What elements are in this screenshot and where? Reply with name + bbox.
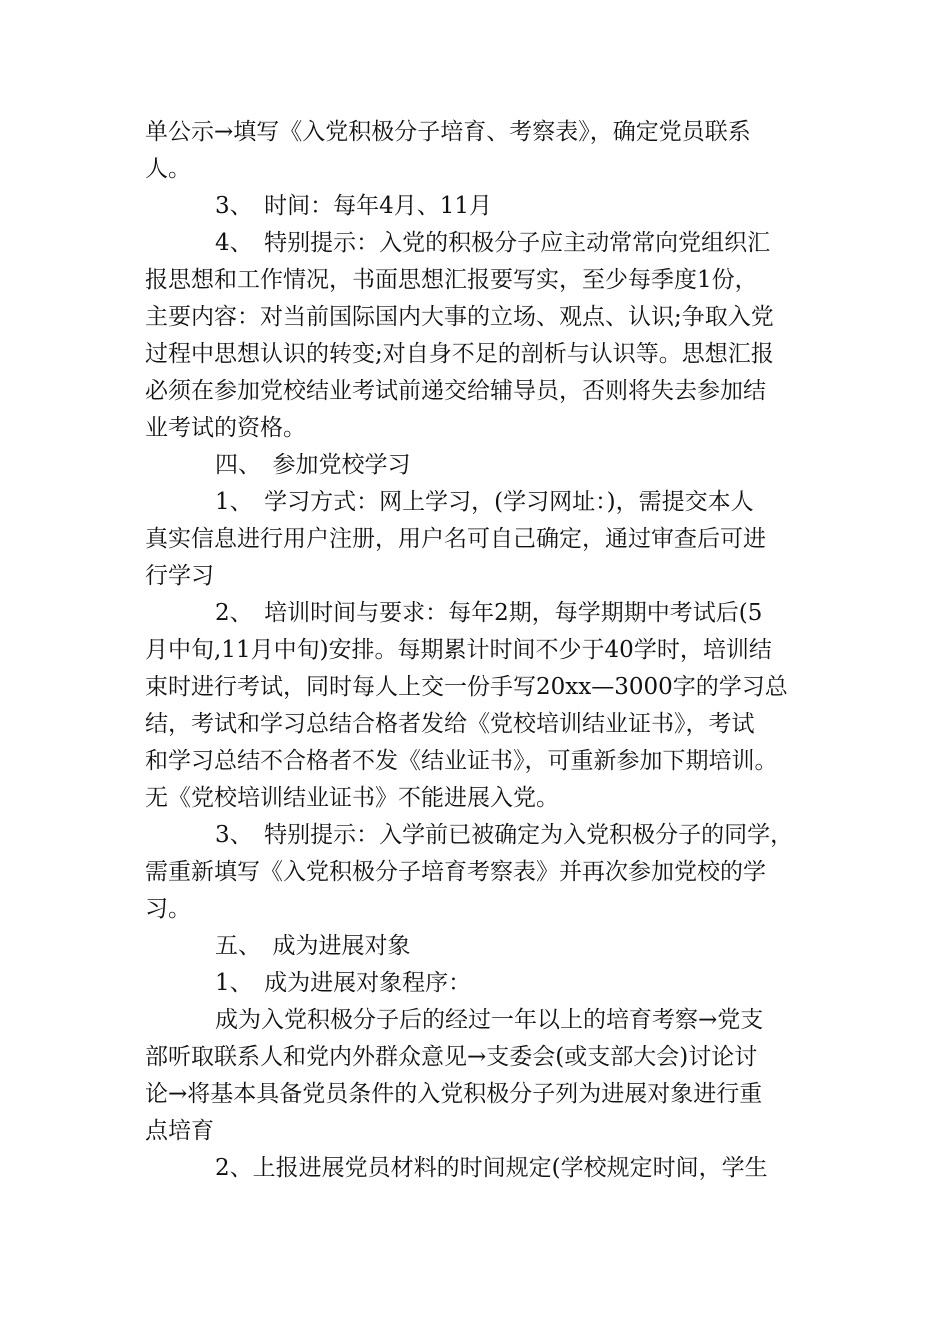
text-line: 2、上报进展党员材料的时间规定(学校规定时间，学生: [215, 1155, 768, 1181]
text-line: 习。: [145, 896, 191, 922]
text-line: 1、 学习方式：网上学习，(学习网址：)，需提交本人: [215, 489, 754, 515]
text-line: 论→将基本具备党员条件的入党积极分子列为进展对象进行重: [145, 1081, 763, 1107]
text-line: 人。: [145, 156, 191, 182]
text-line: 1、 成为进展对象程序：: [215, 970, 472, 996]
text-line: 过程中思想认识的转变;对自身不足的剖析与认识等。思想汇报: [145, 341, 774, 367]
text-line: 成为入党积极分子后的经过一年以上的培育考察→党支: [215, 1007, 764, 1033]
text-line: 报思想和工作情况，书面思想汇报要写实，至少每季度1份，: [145, 267, 758, 293]
text-line: 点培育: [145, 1118, 214, 1144]
text-line: 五、 成为进展对象: [215, 933, 411, 959]
text-line: 主要内容：对当前国际国内大事的立场、观点、认识;争取入党: [145, 304, 774, 330]
text-line: 无《党校培训结业证书》不能进展入党。: [145, 785, 559, 811]
text-line: 真实信息进行用户注册，用户名可自己确定，通过审查后可进: [145, 526, 766, 552]
text-line: 四、 参加党校学习: [215, 452, 411, 478]
text-line: 行学习: [145, 563, 214, 589]
text-line: 月中旬,11月中旬)安排。每期累计时间不少于40学时，培训结: [145, 637, 772, 663]
text-line: 3、 时间：每年4月、11月: [215, 193, 493, 219]
text-line: 部听取联系人和党内外群众意见→支委会(或支部大会)讨论讨: [145, 1044, 758, 1070]
text-line: 必须在参加党校结业考试前递交给辅导员，否则将失去参加结: [145, 378, 766, 404]
text-line: 需重新填写《入党积极分子培育考察表》并再次参加党校的学: [145, 859, 766, 885]
text-line: 束时进行考试，同时每人上交一份手写20xx—3000字的学习总: [145, 674, 788, 700]
text-line: 业考试的资格。: [145, 415, 306, 441]
text-line: 3、 特别提示：入学前已被确定为入党积极分子的同学，: [215, 822, 794, 848]
text-line: 结，考试和学习总结合格者发给《党校培训结业证书》，考试: [145, 711, 755, 737]
text-line: 4、 特别提示：入党的积极分子应主动常常向党组织汇: [215, 230, 771, 256]
text-line: 单公示→填写《入党积极分子培育、考察表》，确定党员联系: [145, 119, 751, 145]
document-body: [145, 114, 805, 1187]
text-line: 2、 培训时间与要求：每年2期，每学期期中考试后(5: [215, 600, 763, 626]
text-line: 和学习总结不合格者不发《结业证书》，可重新参加下期培训。: [145, 748, 778, 774]
